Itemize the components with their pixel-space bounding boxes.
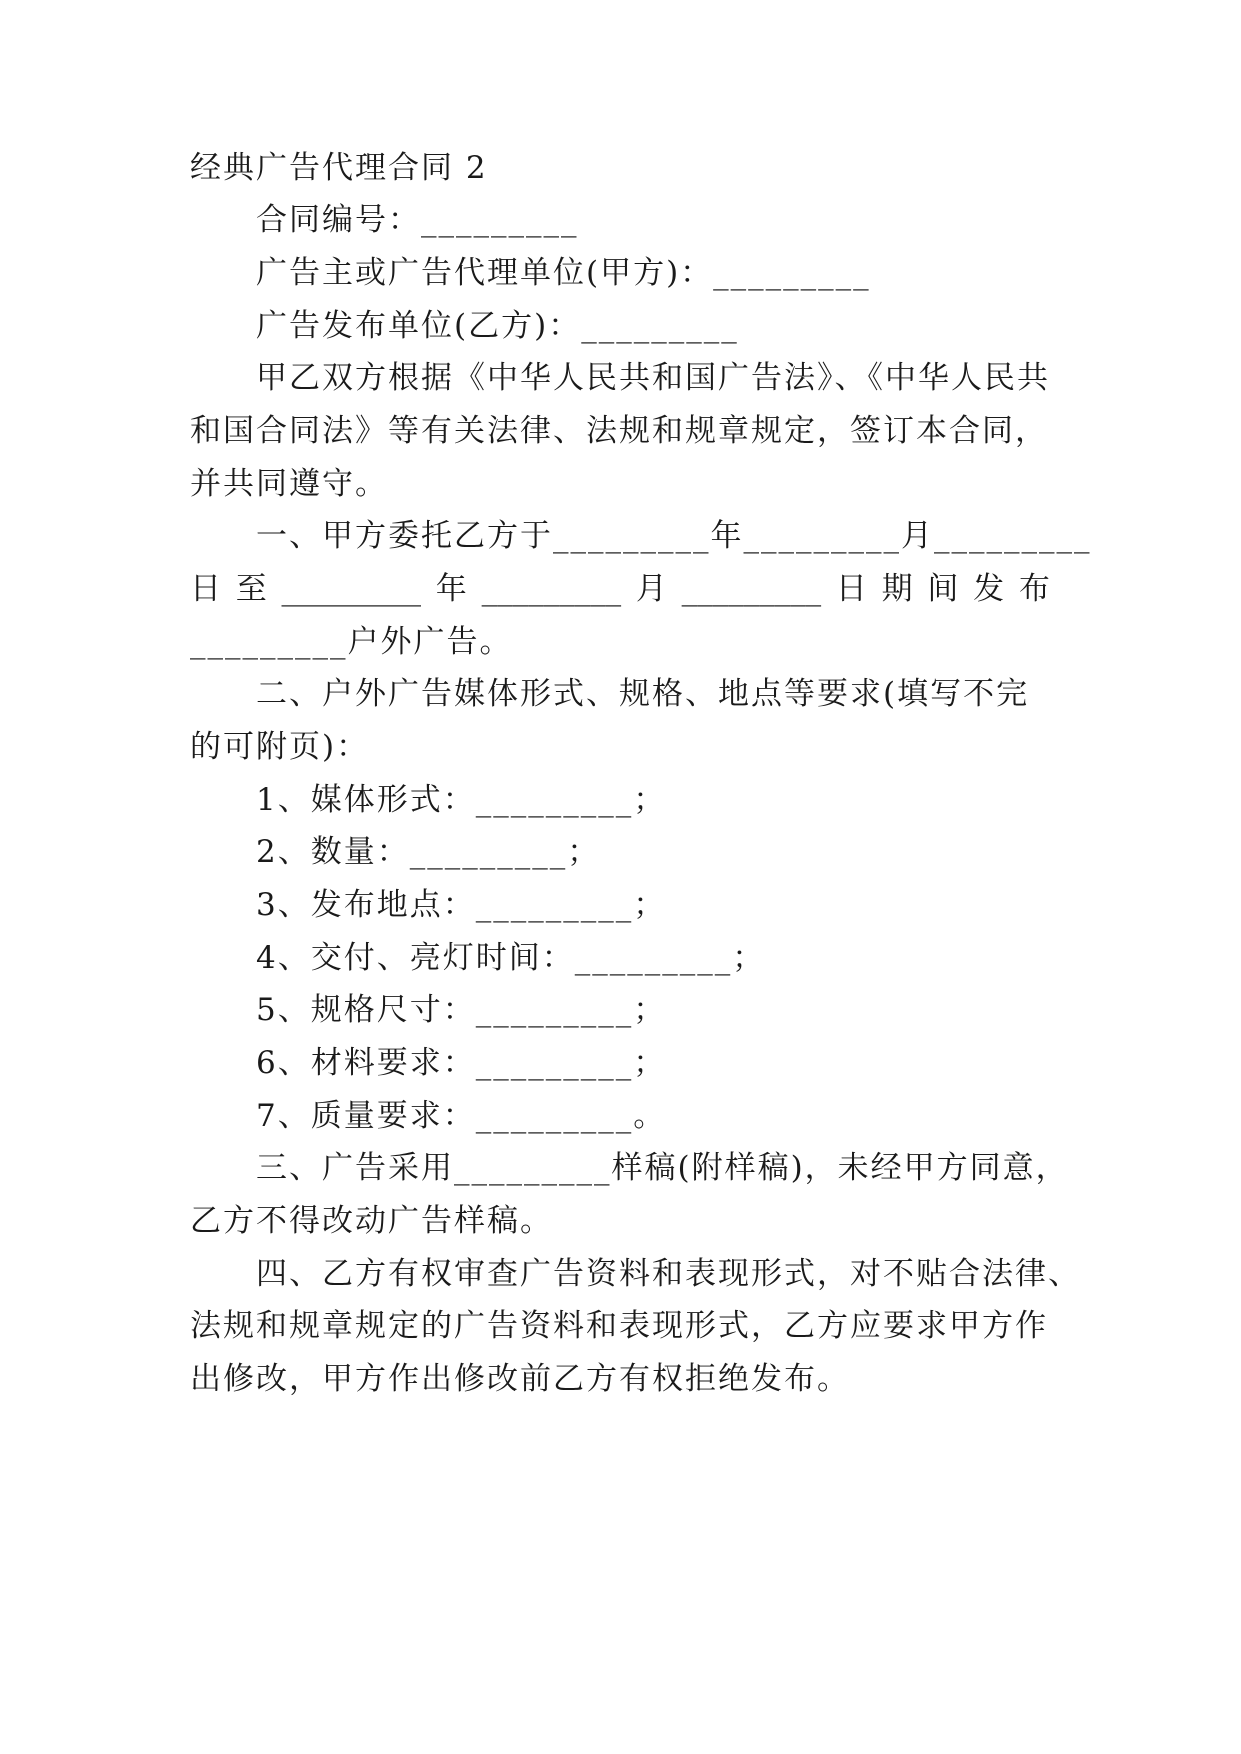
clause4-line-1: 四、乙方有权审查广告资料和表现形式，对不贴合法律、: [256, 1256, 1081, 1292]
clause1-word: 日: [835, 571, 867, 607]
requirement-item-size: 5、规格尺寸：_________；: [256, 992, 667, 1028]
clause1-line-1: 一、甲方委托乙方于_________年_________月_________: [256, 518, 1092, 554]
clause1-word: 布: [1018, 571, 1050, 607]
clause1-word: 期: [881, 571, 913, 607]
clause1-blank: _________: [481, 571, 622, 607]
clause3-line-1: 三、广告采用_________样稿(附样稿)，未经甲方同意，: [256, 1150, 1069, 1186]
requirement-item-delivery-time: 4、交付、亮灯时间：_________；: [256, 940, 766, 976]
clause2-line-1: 二、户外广告媒体形式、规格、地点等要求(填写不完: [256, 676, 1030, 712]
party-a-line: 广告主或广告代理单位(甲方)：_________: [256, 255, 871, 291]
clause1-word: 至: [235, 571, 267, 607]
clause3-line-2: 乙方不得改动广告样稿。: [190, 1203, 553, 1239]
requirement-item-location: 3、发布地点：_________；: [256, 887, 667, 923]
clause1-word: 月: [635, 571, 667, 607]
requirement-item-quantity: 2、数量：_________；: [256, 834, 601, 870]
intro-line-3: 并共同遵守。: [190, 466, 388, 502]
requirement-item-media-form: 1、媒体形式：_________；: [256, 782, 667, 818]
clause1-word: 年: [435, 571, 467, 607]
party-b-line: 广告发布单位(乙方)：_________: [256, 308, 739, 344]
clause4-line-2: 法规和规章规定的广告资料和表现形式，乙方应要求甲方作: [190, 1308, 1048, 1344]
requirement-item-material: 6、材料要求：_________；: [256, 1045, 667, 1081]
clause2-line-2: 的可附页)：: [190, 729, 370, 765]
clause1-word: 发: [973, 571, 1005, 607]
clause1-word: 间: [927, 571, 959, 607]
document-title: 经典广告代理合同 2: [190, 150, 488, 186]
clause1-line-2: [190, 569, 1050, 609]
intro-line-2: 和国合同法》等有关法律、法规和规章规定，签订本合同，: [190, 413, 1048, 449]
contract-number-line: 合同编号：_________: [256, 202, 579, 238]
clause1-blank: _________: [281, 571, 422, 607]
clause1-word: 日: [190, 571, 221, 607]
clause4-line-3: 出修改，甲方作出修改前乙方有权拒绝发布。: [190, 1361, 850, 1397]
requirement-item-quality: 7、质量要求：_________。: [256, 1098, 667, 1134]
clause1-line-3: _________户外广告。: [190, 624, 513, 660]
intro-line-1: 甲乙双方根据《中华人民共和国广告法》、《中华人民共: [256, 360, 1050, 396]
clause1-blank: _________: [681, 571, 822, 607]
